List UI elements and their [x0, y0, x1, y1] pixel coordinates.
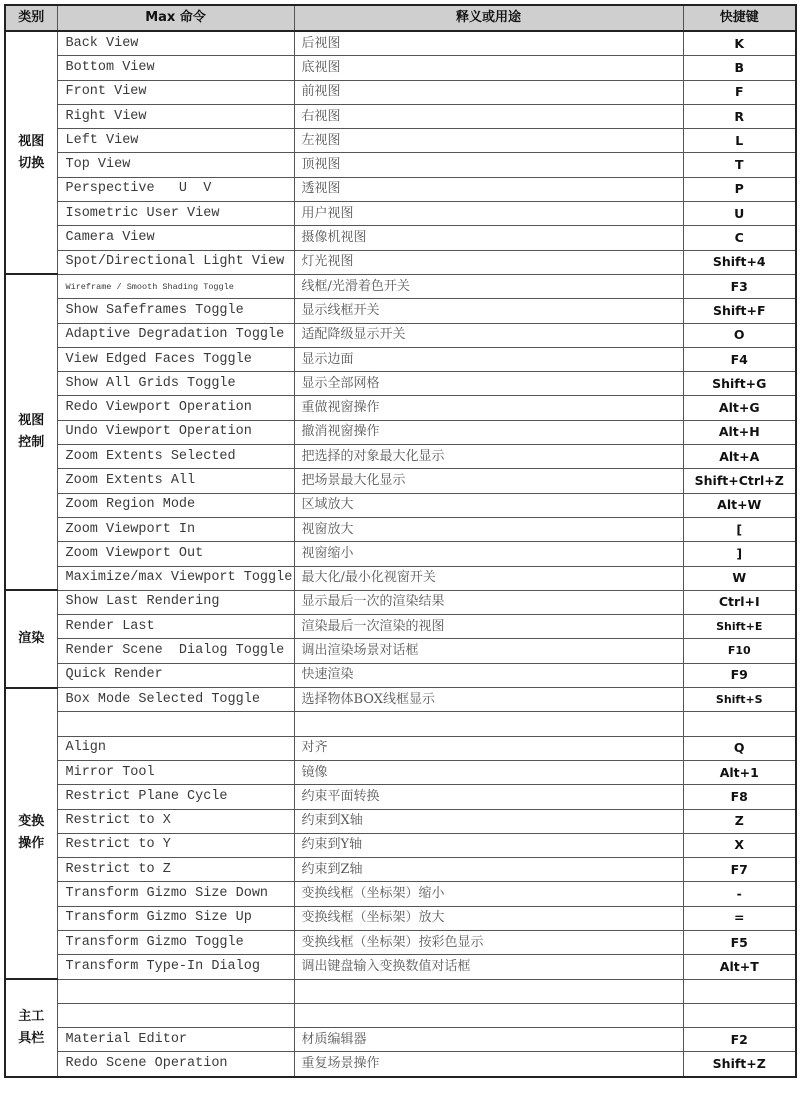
shortcut-cell: Z — [683, 809, 796, 833]
shortcut-cell: [ — [683, 517, 796, 541]
command-cell: Mirror Tool — [57, 760, 294, 784]
description-cell: 调出渲染场景对话框 — [294, 639, 683, 663]
shortcut-cell: Alt+T — [683, 955, 796, 979]
command-cell: Undo Viewport Operation — [57, 420, 294, 444]
shortcut-cell — [683, 1003, 796, 1027]
command-cell: Restrict to Z — [57, 858, 294, 882]
command-cell — [57, 712, 294, 736]
command-cell: Material Editor — [57, 1028, 294, 1052]
category-label-line: 切换 — [18, 155, 45, 171]
command-cell: Restrict to X — [57, 809, 294, 833]
command-cell: Right View — [57, 104, 294, 128]
table-row — [5, 542, 796, 566]
table-row — [5, 80, 796, 104]
shortcut-cell: F — [683, 80, 796, 104]
category-cell — [5, 590, 57, 687]
shortcut-cell: Ctrl+I — [683, 590, 796, 614]
shortcut-cell: T — [683, 153, 796, 177]
table-row — [5, 639, 796, 663]
command-cell: Zoom Viewport Out — [57, 542, 294, 566]
command-cell: View Edged Faces Toggle — [57, 347, 294, 371]
table-header — [5, 5, 796, 31]
shortcut-cell: Alt+H — [683, 420, 796, 444]
description-cell: 把选择的对象最大化显示 — [294, 445, 683, 469]
table-row — [5, 202, 796, 226]
table-row — [5, 469, 796, 493]
command-cell: Front View — [57, 80, 294, 104]
command-cell: Quick Render — [57, 663, 294, 687]
command-cell — [57, 1003, 294, 1027]
table-row — [5, 736, 796, 760]
command-cell: Box Mode Selected Toggle — [57, 688, 294, 712]
description-cell: 重做视窗操作 — [294, 396, 683, 420]
description-cell: 把场景最大化显示 — [294, 469, 683, 493]
header-description: 释义或用途 — [294, 5, 683, 31]
command-cell: Top View — [57, 153, 294, 177]
command-cell: Render Scene Dialog Toggle — [57, 639, 294, 663]
description-cell: 选择物体BOX线框显示 — [294, 688, 683, 712]
command-cell: Spot/Directional Light View — [57, 250, 294, 274]
shortcut-cell: X — [683, 833, 796, 857]
table-row — [5, 153, 796, 177]
command-cell: Camera View — [57, 226, 294, 250]
shortcut-cell — [683, 979, 796, 1003]
shortcut-cell: Shift+G — [683, 372, 796, 396]
category-label-line: 视图 — [18, 133, 45, 149]
command-cell: Transform Gizmo Toggle — [57, 930, 294, 954]
shortcut-cell: B — [683, 56, 796, 80]
shortcut-cell: Shift+F — [683, 299, 796, 323]
shortcut-cell: Shift+4 — [683, 250, 796, 274]
shortcut-cell: Shift+Ctrl+Z — [683, 469, 796, 493]
command-cell: Show Safeframes Toggle — [57, 299, 294, 323]
command-cell: Zoom Viewport In — [57, 517, 294, 541]
description-cell: 约束到X轴 — [294, 809, 683, 833]
shortcut-cell: F10 — [683, 639, 796, 663]
shortcut-cell: Alt+1 — [683, 760, 796, 784]
table-row — [5, 129, 796, 153]
command-cell: Redo Scene Operation — [57, 1052, 294, 1077]
table-row — [5, 1003, 796, 1027]
description-cell: 变换线框（坐标架）放大 — [294, 906, 683, 930]
description-cell: 显示边面 — [294, 347, 683, 371]
table-row — [5, 785, 796, 809]
table-row — [5, 31, 796, 56]
shortcut-cell: Shift+S — [683, 688, 796, 712]
description-cell: 渲染最后一次渲染的视图 — [294, 615, 683, 639]
description-cell: 透视图 — [294, 177, 683, 201]
table-row — [5, 299, 796, 323]
shortcut-cell: K — [683, 31, 796, 56]
description-cell: 顶视图 — [294, 153, 683, 177]
command-cell: Show Last Rendering — [57, 590, 294, 614]
description-cell: 对齐 — [294, 736, 683, 760]
command-cell: Show All Grids Toggle — [57, 372, 294, 396]
shortcut-cell: F2 — [683, 1028, 796, 1052]
shortcut-cell: O — [683, 323, 796, 347]
description-cell — [294, 1003, 683, 1027]
header-command: Max 命令 — [57, 5, 294, 31]
shortcut-cell: L — [683, 129, 796, 153]
category-label-line: 操作 — [18, 836, 45, 852]
shortcut-cell: F5 — [683, 930, 796, 954]
header-shortcut: 快捷键 — [683, 5, 796, 31]
table-row — [5, 930, 796, 954]
shortcut-cell: C — [683, 226, 796, 250]
table-row — [5, 1028, 796, 1052]
table-row — [5, 688, 796, 712]
shortcut-cell: = — [683, 906, 796, 930]
category-cell — [5, 688, 57, 980]
description-cell: 灯光视图 — [294, 250, 683, 274]
description-cell: 视窗放大 — [294, 517, 683, 541]
table-row — [5, 104, 796, 128]
command-cell: Left View — [57, 129, 294, 153]
description-cell: 左视图 — [294, 129, 683, 153]
description-cell: 变换线框（坐标架）缩小 — [294, 882, 683, 906]
description-cell: 摄像机视图 — [294, 226, 683, 250]
description-cell: 重复场景操作 — [294, 1052, 683, 1077]
category-label-line: 变换 — [18, 814, 45, 830]
description-cell: 视窗缩小 — [294, 542, 683, 566]
table-row — [5, 663, 796, 687]
table-row — [5, 858, 796, 882]
table-row — [5, 833, 796, 857]
shortcut-cell: Shift+E — [683, 615, 796, 639]
description-cell: 线框/光滑着色开关 — [294, 274, 683, 298]
description-cell: 材质编辑器 — [294, 1028, 683, 1052]
command-cell: Render Last — [57, 615, 294, 639]
command-cell — [57, 979, 294, 1003]
category-label-line: 渲染 — [18, 630, 45, 646]
description-cell: 后视图 — [294, 31, 683, 56]
shortcut-cell: F4 — [683, 347, 796, 371]
command-cell: Back View — [57, 31, 294, 56]
table-row — [5, 420, 796, 444]
command-cell: Perspective U V — [57, 177, 294, 201]
description-cell: 底视图 — [294, 56, 683, 80]
command-cell: Bottom View — [57, 56, 294, 80]
command-cell: Restrict to Y — [57, 833, 294, 857]
description-cell: 约束到Z轴 — [294, 858, 683, 882]
shortcut-cell — [683, 712, 796, 736]
description-cell — [294, 712, 683, 736]
shortcut-cell: - — [683, 882, 796, 906]
header-row — [5, 5, 796, 31]
shortcut-cell: P — [683, 177, 796, 201]
command-cell: Redo Viewport Operation — [57, 396, 294, 420]
table-row — [5, 372, 796, 396]
table-row — [5, 979, 796, 1003]
table-row — [5, 250, 796, 274]
command-cell: Maximize/max Viewport Toggle — [57, 566, 294, 590]
table-row — [5, 882, 796, 906]
table-row — [5, 274, 796, 298]
shortcut-cell: Alt+W — [683, 493, 796, 517]
shortcut-cell: Q — [683, 736, 796, 760]
description-cell: 镜像 — [294, 760, 683, 784]
shortcut-cell: R — [683, 104, 796, 128]
category-cell — [5, 274, 57, 590]
table-row — [5, 347, 796, 371]
command-cell: Align — [57, 736, 294, 760]
table-row — [5, 760, 796, 784]
table-row — [5, 177, 796, 201]
shortcut-cell: ] — [683, 542, 796, 566]
description-cell: 显示最后一次的渲染结果 — [294, 590, 683, 614]
description-cell: 约束平面转换 — [294, 785, 683, 809]
description-cell: 约束到Y轴 — [294, 833, 683, 857]
shortcut-cell: F9 — [683, 663, 796, 687]
header-category: 类别 — [5, 5, 57, 31]
category-label-line: 具栏 — [18, 1030, 45, 1046]
table-row — [5, 1052, 796, 1077]
table-row — [5, 445, 796, 469]
shortcut-cell: F7 — [683, 858, 796, 882]
category-label-line: 主工 — [18, 1008, 45, 1024]
table-row — [5, 396, 796, 420]
description-cell: 显示线框开关 — [294, 299, 683, 323]
command-cell: Transform Gizmo Size Down — [57, 882, 294, 906]
description-cell: 适配降级显示开关 — [294, 323, 683, 347]
shortcut-cell: Alt+G — [683, 396, 796, 420]
table-row — [5, 323, 796, 347]
description-cell: 变换线框（坐标架）按彩色显示 — [294, 930, 683, 954]
command-cell: Zoom Extents All — [57, 469, 294, 493]
description-cell: 右视图 — [294, 104, 683, 128]
shortcut-cell: W — [683, 566, 796, 590]
category-cell — [5, 979, 57, 1077]
shortcut-cell: F8 — [683, 785, 796, 809]
command-cell: Wireframe / Smooth Shading Toggle — [57, 274, 294, 298]
table-row — [5, 56, 796, 80]
category-cell — [5, 31, 57, 274]
category-label-line: 视图 — [18, 413, 45, 429]
description-cell: 前视图 — [294, 80, 683, 104]
description-cell: 快速渲染 — [294, 663, 683, 687]
table-row — [5, 493, 796, 517]
table-body — [5, 31, 796, 1077]
table-row — [5, 809, 796, 833]
command-cell: Zoom Region Mode — [57, 493, 294, 517]
command-cell: Isometric User View — [57, 202, 294, 226]
command-cell: Transform Type-In Dialog — [57, 955, 294, 979]
description-cell: 最大化/最小化视窗开关 — [294, 566, 683, 590]
description-cell — [294, 979, 683, 1003]
shortcut-cell: U — [683, 202, 796, 226]
command-cell: Transform Gizmo Size Up — [57, 906, 294, 930]
shortcut-cell: Shift+Z — [683, 1052, 796, 1077]
shortcut-cell: Alt+A — [683, 445, 796, 469]
table-row — [5, 590, 796, 614]
table-row — [5, 226, 796, 250]
table-row — [5, 517, 796, 541]
shortcut-cell: F3 — [683, 274, 796, 298]
table-row — [5, 906, 796, 930]
description-cell: 用户视图 — [294, 202, 683, 226]
description-cell: 区域放大 — [294, 493, 683, 517]
description-cell: 调出键盘输入变换数值对话框 — [294, 955, 683, 979]
command-cell: Adaptive Degradation Toggle — [57, 323, 294, 347]
description-cell: 撤消视窗操作 — [294, 420, 683, 444]
table-row — [5, 712, 796, 736]
table-row — [5, 615, 796, 639]
command-cell: Zoom Extents Selected — [57, 445, 294, 469]
table-row — [5, 566, 796, 590]
description-cell: 显示全部网格 — [294, 372, 683, 396]
category-label-line: 控制 — [18, 435, 45, 451]
command-cell: Restrict Plane Cycle — [57, 785, 294, 809]
table-row — [5, 955, 796, 979]
shortcut-table — [4, 4, 797, 1078]
